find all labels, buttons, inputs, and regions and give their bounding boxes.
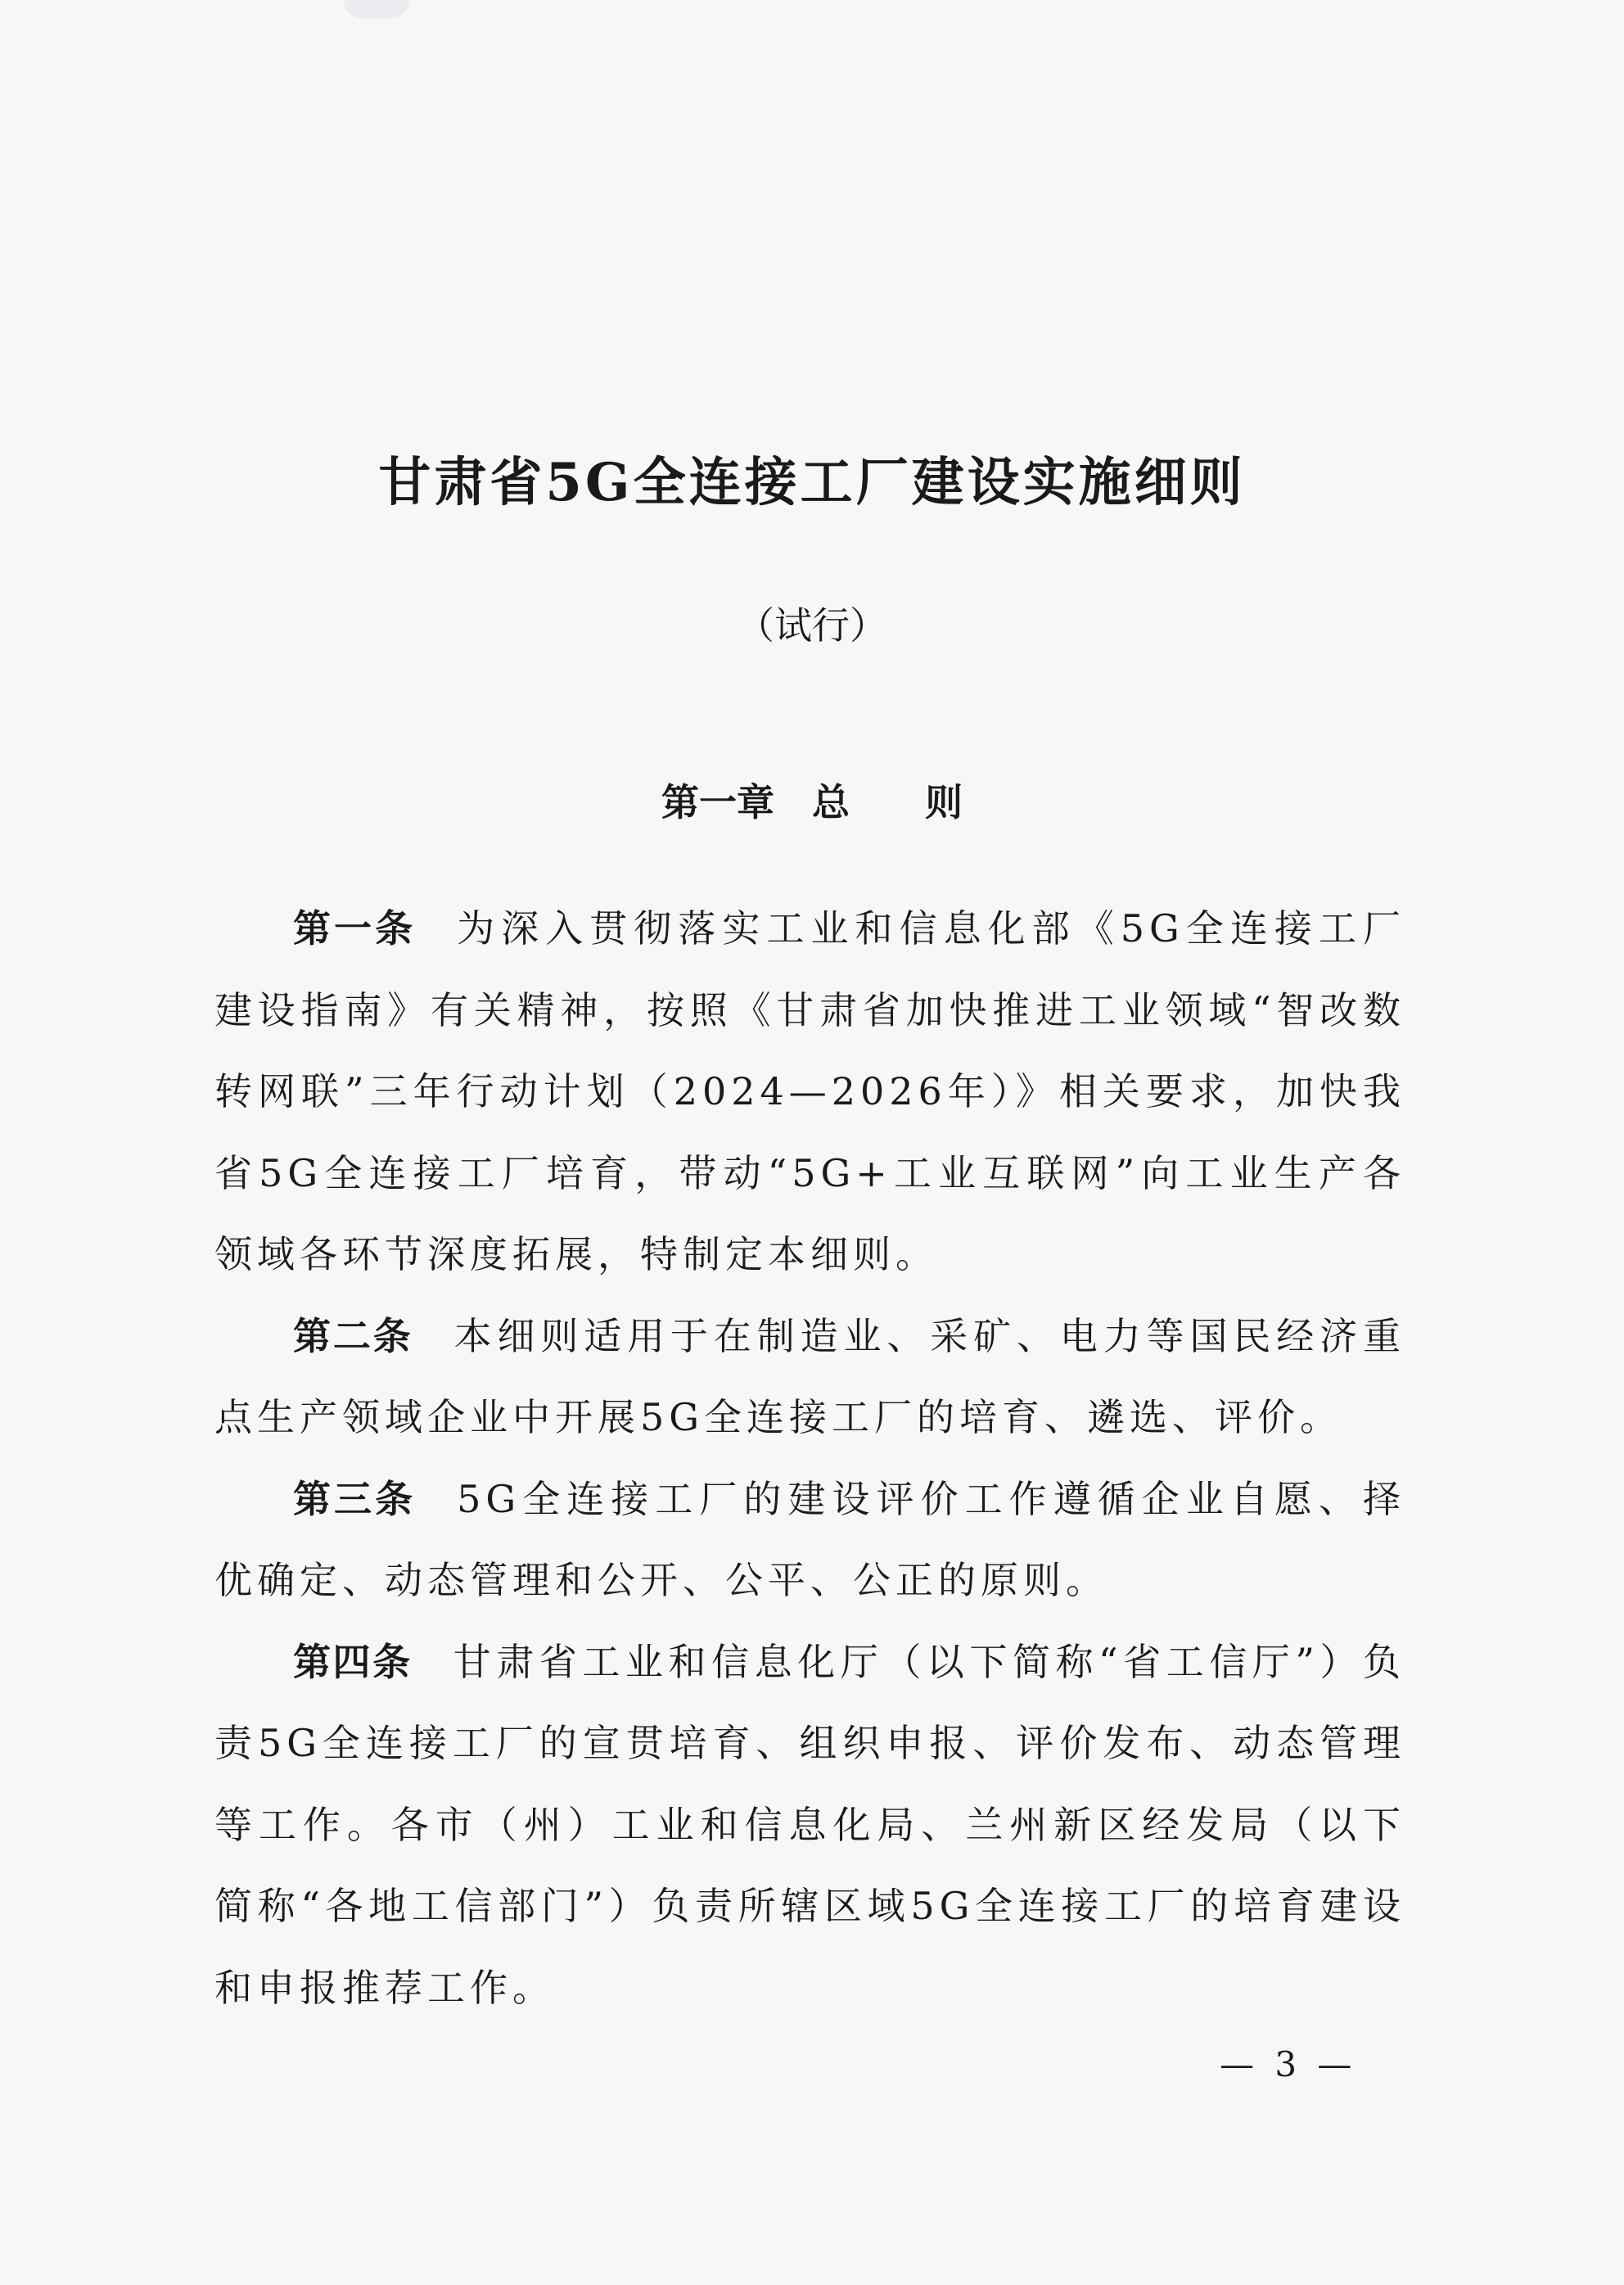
article-text: 5G全连接工厂的建设评价工作遵循企业自愿、择优确定、动态管理和公开、公平、公正的原则。 [214,1476,1406,1602]
article-label: 第三条 [293,1476,417,1521]
chapter-heading: 第一章 总 则 [661,780,963,824]
document-title: 甘肃省5G全连接工厂建设实施细则 [378,452,1246,513]
article-3 [214,1459,1405,1622]
article-2 [214,1296,1405,1459]
article-text: 本细则适用于在制造业、采矿、电力等国民经济重点生产领域企业中开展5G全连接工厂的培育、遴选、评价。 [214,1313,1405,1439]
article-4 [214,1622,1405,2030]
article-label: 第四条 [293,1639,413,1684]
article-text: 为深入贯彻落实工业和信息化部《5G全连接工厂建设指南》有关精神，按照《甘肃省加快推进工业领域“智改数转网联”三年行动计划（2024—2026年）》相关要求，加快我省5G全连接工厂培育，带动“5G+工业互联网”向工业生产各领域各环节深度拓展，特制定本细则。 [214,906,1406,1276]
article-label: 第二条 [293,1313,413,1358]
article-text: 甘肃省工业和信息化厅（以下简称“省工信厅”）负责5G全连接工厂的宣贯培育、组织申报、评价发布、动态管理等工作。各市（州）工业和信息化局、兰州新区经发局（以下简称“各地工信部门”）负责所辖区域5G全连接工厂的培育建设和申报推荐工作。 [214,1639,1405,2010]
document-subtitle: （试行） [737,603,887,648]
document-body [214,888,1405,2029]
article-label: 第一条 [293,906,417,951]
scan-artifact [344,0,409,18]
article-1 [214,888,1405,1296]
page-number: — 3 — [1220,2044,1357,2084]
